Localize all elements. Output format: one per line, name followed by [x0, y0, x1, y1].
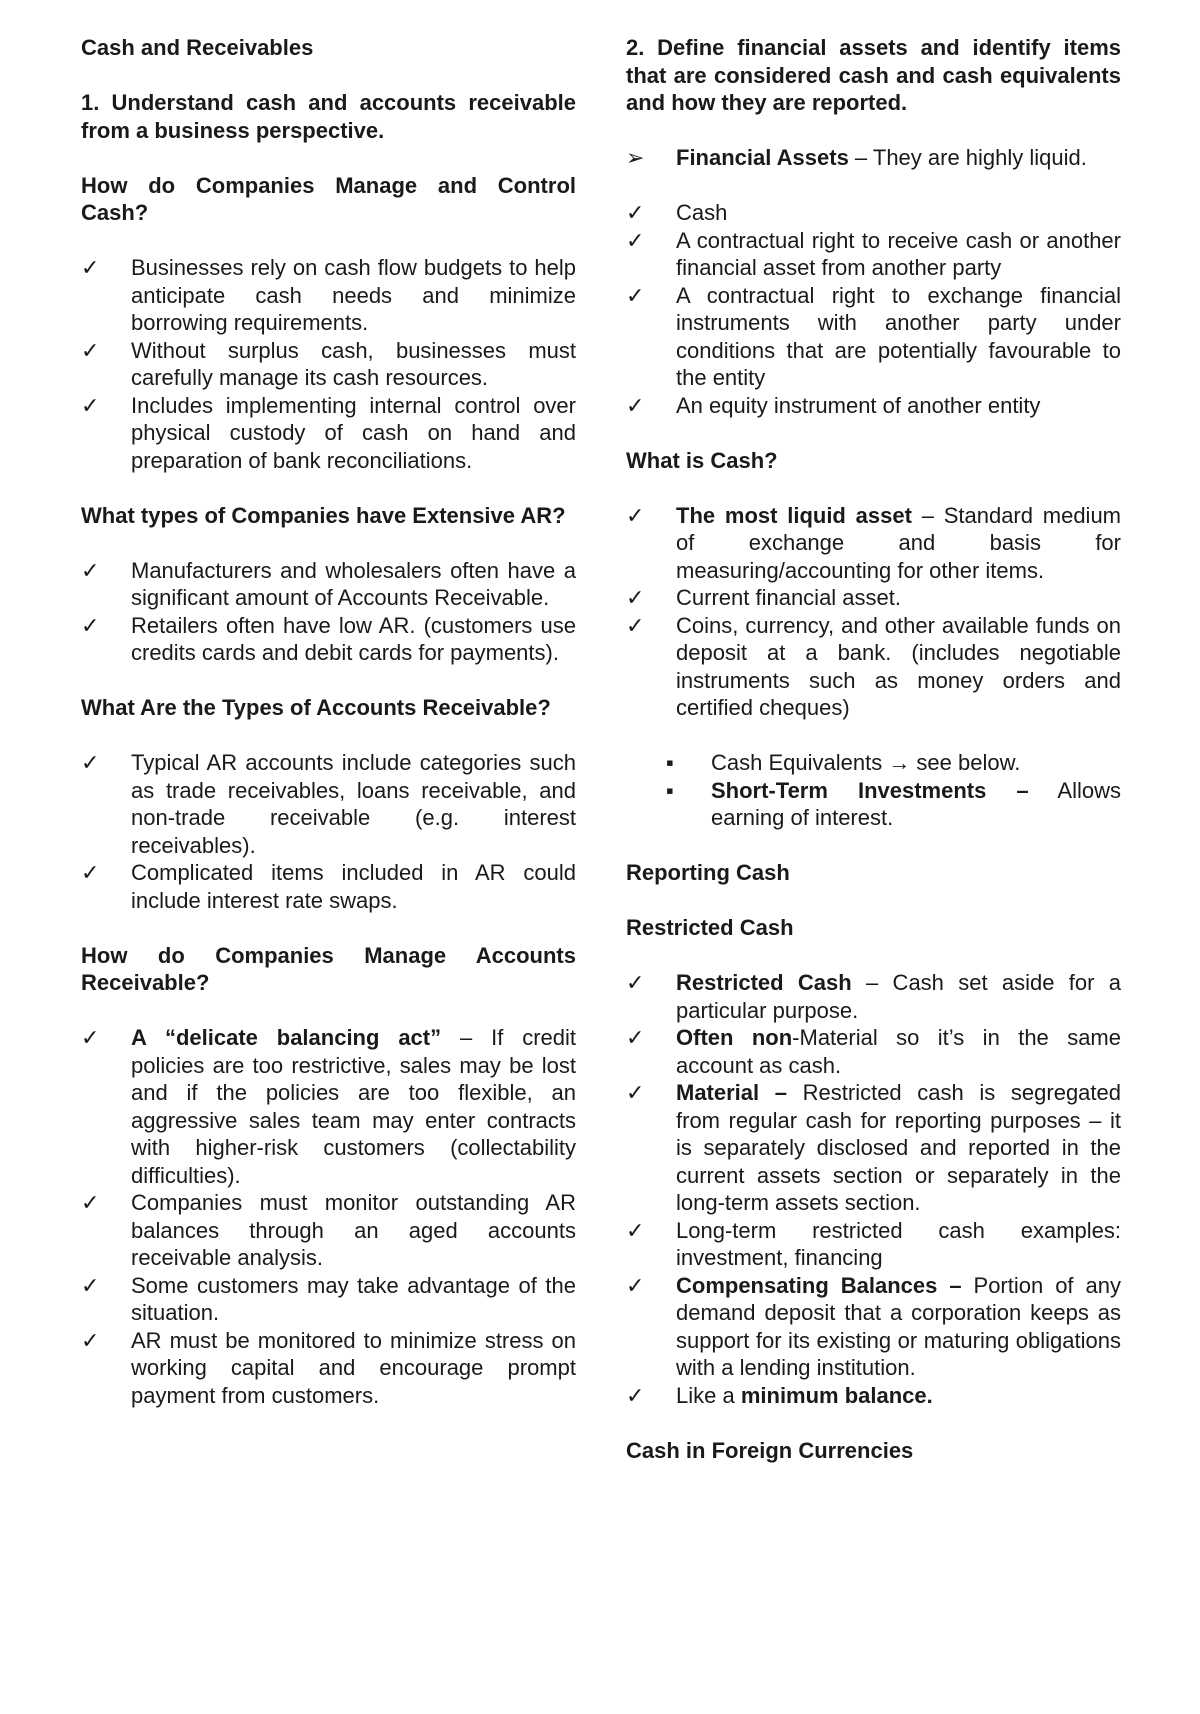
- checkmark-icon: ✓: [626, 612, 645, 638]
- objective-number: 2.: [626, 35, 645, 60]
- list-item-bold: Material –: [676, 1080, 788, 1105]
- checkmark-icon: ✓: [81, 1272, 100, 1298]
- list-item-text: Companies must monitor outstanding AR balances through an aged accounts receivable analysis.: [131, 1190, 576, 1270]
- list-item: [626, 1382, 1121, 1410]
- financial-assets-list: [626, 144, 1121, 172]
- list-item: [81, 612, 576, 667]
- checkmark-icon: ✓: [81, 860, 100, 885]
- document-title: Cash and Receivables: [81, 35, 314, 60]
- list-item: [81, 1024, 576, 1189]
- list-item-bold: Often non: [676, 1025, 793, 1050]
- list-item: [626, 1079, 1121, 1217]
- list-item-text: An equity instrument of another entity: [676, 392, 1041, 418]
- learning-objective-2: [626, 34, 1121, 117]
- list-item: [81, 1327, 576, 1410]
- objective-text: Define financial assets and identify items that are considered cash and cash equivalents and how they are reported.: [626, 35, 1121, 115]
- list-item-bold: The most liquid asset: [676, 502, 912, 528]
- extensive-ar-list: [81, 557, 576, 667]
- list-item: [81, 254, 576, 337]
- types-ar-list: [81, 749, 576, 914]
- list-item: [81, 749, 576, 859]
- checkmark-icon: ✓: [626, 1025, 645, 1050]
- checkmark-icon: ✓: [81, 255, 100, 280]
- manage-ar-list: [81, 1024, 576, 1409]
- checkmark-icon: ✓: [81, 337, 100, 363]
- section-heading-restricted-cash: Restricted Cash: [626, 915, 794, 940]
- list-item-text: A contractual right to exchange financial instruments with another party under conditions that are potentially favourable to the entity: [676, 282, 1121, 390]
- list-item: [81, 1272, 576, 1327]
- checkmark-icon: ✓: [626, 282, 645, 308]
- checkmark-icon: ✓: [81, 1190, 100, 1215]
- list-item-bold: Compensating Balances –: [676, 1272, 962, 1298]
- list-item-text: Complicated items included in AR could include interest rate swaps.: [131, 860, 576, 913]
- list-item-bold: minimum balance.: [740, 1382, 933, 1408]
- list-item-text: Businesses rely on cash flow budgets to help anticipate cash needs and minimize borrowing requirements.: [131, 255, 576, 335]
- section-heading-foreign-currencies: Cash in Foreign Currencies: [626, 1437, 914, 1463]
- list-item-text: Like a: [676, 1382, 741, 1408]
- list-item: [626, 144, 1121, 172]
- list-item-text: Portion of any demand deposit that a corporation keeps as support for its existing or maturing obligations with a lending institution.: [676, 1272, 1121, 1380]
- checkmark-icon: ✓: [626, 502, 645, 528]
- list-item: [81, 392, 576, 475]
- list-item-text: Long-term restricted cash examples: investment, financing: [676, 1217, 1121, 1270]
- list-item: [626, 392, 1121, 420]
- section-heading-manage-cash: How do Companies Manage and Control Cash?: [81, 172, 576, 225]
- checkmark-icon: ✓: [626, 1080, 645, 1105]
- list-item-text: – Cash set aside for a particular purpose.: [676, 970, 1121, 1023]
- restricted-cash-list: [626, 969, 1121, 1409]
- checkmark-icon: ✓: [626, 970, 645, 995]
- financial-assets-items: [626, 199, 1121, 419]
- list-item-text: Coins, currency, and other available funds on deposit at a bank. (includes negotiable instruments such as money orders and certified cheques): [676, 612, 1121, 720]
- section-heading-types-ar: What Are the Types of Accounts Receivable?: [81, 695, 551, 720]
- checkmark-icon: ✓: [626, 1217, 645, 1243]
- section-heading-extensive-ar: What types of Companies have Extensive AR?: [81, 502, 566, 528]
- cash-sublist: [626, 749, 1121, 832]
- list-item-bold: A “delicate balancing act”: [131, 1025, 442, 1050]
- list-item-text: – They are highly liquid.: [848, 145, 1087, 170]
- list-item-text: AR must be monitored to minimize stress on working capital and encourage prompt payment from customers.: [131, 1327, 576, 1408]
- section-heading-manage-ar: How do Companies Manage Accounts Receivable?: [81, 942, 576, 995]
- list-item: [626, 1217, 1121, 1272]
- checkmark-icon: ✓: [626, 1382, 645, 1408]
- list-item: [626, 749, 1121, 777]
- list-item-bold: Financial Assets: [676, 145, 849, 170]
- list-item: [81, 1189, 576, 1272]
- checkmark-icon: ✓: [81, 750, 100, 775]
- list-item: [626, 282, 1121, 392]
- list-item-text: Includes implementing internal control over physical custody of cash on hand and preparation of bank reconciliations.: [131, 392, 576, 473]
- list-item-text: Manufacturers and wholesalers often have a significant amount of Accounts Receivable.: [131, 557, 576, 610]
- section-heading-what-is-cash: What is Cash?: [626, 447, 778, 473]
- learning-objective-1: [81, 89, 576, 144]
- list-item-text: Retailers often have low AR. (customers use credits cards and debit cards for payments).: [131, 612, 576, 665]
- bullet-icon: ▪: [666, 777, 674, 803]
- list-item-text: A contractual right to receive cash or another financial asset from another party: [676, 227, 1121, 280]
- list-item: [626, 969, 1121, 1024]
- list-item-text: -Material so it’s in the same account as cash.: [676, 1025, 1121, 1078]
- checkmark-icon: ✓: [81, 1327, 100, 1353]
- list-item-text: Current financial asset.: [676, 585, 901, 610]
- list-item: [626, 1272, 1121, 1382]
- list-item: [626, 584, 1121, 612]
- left-column: [81, 34, 576, 1409]
- list-item: [626, 777, 1121, 832]
- list-item: [626, 1024, 1121, 1079]
- list-item: [81, 557, 576, 612]
- manage-cash-list: [81, 254, 576, 474]
- list-item-bold: Short-Term Investments –: [711, 777, 1029, 803]
- list-item: [81, 859, 576, 914]
- list-item: [626, 612, 1121, 722]
- list-item-text: Some customers may take advantage of the situation.: [131, 1272, 576, 1325]
- list-item-text: – Standard medium of exchange and basis for measuring/accounting for other items.: [676, 502, 1122, 583]
- checkmark-icon: ✓: [626, 392, 645, 418]
- list-item: [81, 337, 576, 392]
- list-item-text: Restricted cash is segregated from regular cash for reporting purposes – it is separately disclosed and reported in the current assets section or separately in the long-term assets section.: [676, 1080, 1121, 1215]
- list-item-text: Cash Equivalents → see below.: [711, 750, 1021, 775]
- list-item-text: Cash: [676, 200, 728, 225]
- checkmark-icon: ✓: [626, 200, 645, 225]
- list-item: [626, 227, 1121, 282]
- list-item-text: – If credit policies are too restrictive, sales may be lost and if the policies are too flexible, an aggressive sales team may enter contracts with higher-risk customers (collectability difficulties).: [131, 1025, 576, 1188]
- checkmark-icon: ✓: [81, 557, 100, 583]
- checkmark-icon: ✓: [626, 227, 645, 253]
- objective-number: 1.: [81, 90, 100, 115]
- checkmark-icon: ✓: [626, 585, 645, 610]
- list-item-text: Allows earning of interest.: [711, 777, 1121, 830]
- checkmark-icon: ✓: [81, 612, 100, 638]
- list-item-bold: Restricted Cash: [676, 970, 852, 995]
- arrow-bullet-icon: ➢: [626, 145, 645, 170]
- bullet-icon: ▪: [666, 750, 674, 775]
- checkmark-icon: ✓: [626, 1272, 645, 1298]
- what-is-cash-list: [626, 502, 1121, 722]
- list-item: [626, 199, 1121, 227]
- checkmark-icon: ✓: [81, 1025, 100, 1050]
- right-column: [626, 34, 1121, 1464]
- checkmark-icon: ✓: [81, 392, 100, 418]
- list-item: [626, 502, 1121, 585]
- section-heading-reporting-cash: Reporting Cash: [626, 860, 790, 885]
- list-item-text: Typical AR accounts include categories such as trade receivables, loans receivable, and non-trade receivable (e.g. interest receivables).: [131, 750, 576, 858]
- objective-text: Understand cash and accounts receivable from a business perspective.: [81, 90, 576, 143]
- list-item-text: Without surplus cash, businesses must carefully manage its cash resources.: [131, 337, 576, 390]
